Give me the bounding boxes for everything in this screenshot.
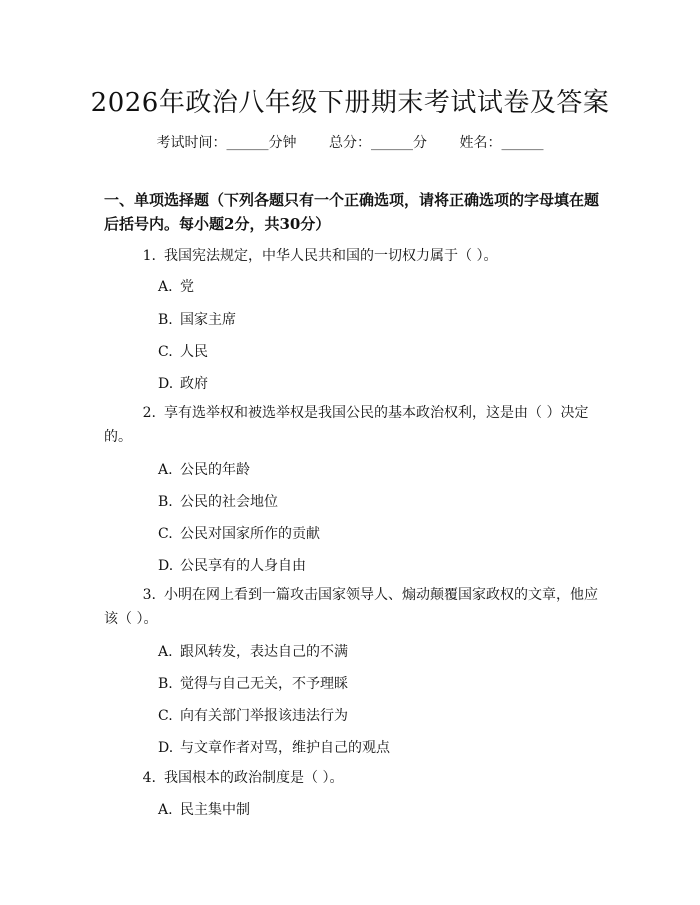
option-letter: B. [158,312,173,328]
option-text: 国家主席 [180,312,236,328]
option-text: 与文章作者对骂，维护自己的观点 [180,740,390,756]
question-text: 我国宪法规定，中华人民共和国的一切权力属于（ ）。 [164,248,498,264]
option-text: 跟风转发，表达自己的不满 [180,644,348,660]
section-heading: 一、单项选择题（下列各题只有一个正确选项，请将正确选项的字母填在题后括号内。每小题2分，共30分） [104,191,600,233]
question-text: 小明在网上看到一篇攻击国家领导人、煽动颠覆国家政权的文章，他应该（ ）。 [104,587,598,627]
exam-time: 考试时间：______分钟 [156,135,297,151]
option-letter: D. [158,740,174,756]
option-1d [158,373,208,393]
option-text: 公民的年龄 [180,462,250,478]
option-letter: D. [158,558,174,574]
option-2d [158,555,306,575]
question-number: 1. [142,248,156,264]
question-2 [104,401,599,449]
question-4 [104,766,599,790]
option-letter: A. [158,279,173,295]
option-4a [158,799,250,819]
option-text: 公民享有的人身自由 [180,558,306,574]
option-text: 觉得与自己无关，不予理睬 [180,676,348,692]
page-title: 2026年政治八年级下册期末考试试卷及答案 [90,88,610,118]
option-2c [158,523,320,543]
option-letter: C. [158,344,173,360]
option-text: 公民的社会地位 [180,494,278,510]
option-1c [158,341,208,361]
question-number: 2. [142,405,156,421]
option-letter: D. [158,376,174,392]
question-number: 3. [142,587,156,603]
question-number: 4. [142,770,156,786]
option-letter: A. [158,644,173,660]
option-2a [158,459,250,479]
option-3d [158,737,390,757]
option-2b [158,491,278,511]
option-text: 民主集中制 [180,802,250,818]
option-letter: A. [158,802,173,818]
option-letter: B. [158,494,173,510]
option-text: 政府 [180,376,208,392]
option-3c [158,705,348,725]
option-text: 公民对国家所作的贡献 [180,526,320,542]
question-text: 我国根本的政治制度是（ ）。 [164,770,344,786]
option-3b [158,673,348,693]
option-letter: C. [158,708,173,724]
option-text: 向有关部门举报该违法行为 [180,708,348,724]
total-score: 总分：______分 [329,135,427,151]
question-3 [104,583,599,631]
option-3a [158,641,348,661]
option-text: 党 [180,279,194,295]
option-1b [158,309,236,329]
option-letter: C. [158,526,173,542]
option-1a [158,276,194,296]
option-letter: B. [158,676,173,692]
question-text: 享有选举权和被选举权是我国公民的基本政治权利，这是由（ ）决定的。 [104,405,589,445]
exam-info-line [0,132,700,152]
option-letter: A. [158,462,173,478]
student-name: 姓名：______ [459,135,544,151]
question-1 [104,244,599,268]
option-text: 人民 [180,344,208,360]
